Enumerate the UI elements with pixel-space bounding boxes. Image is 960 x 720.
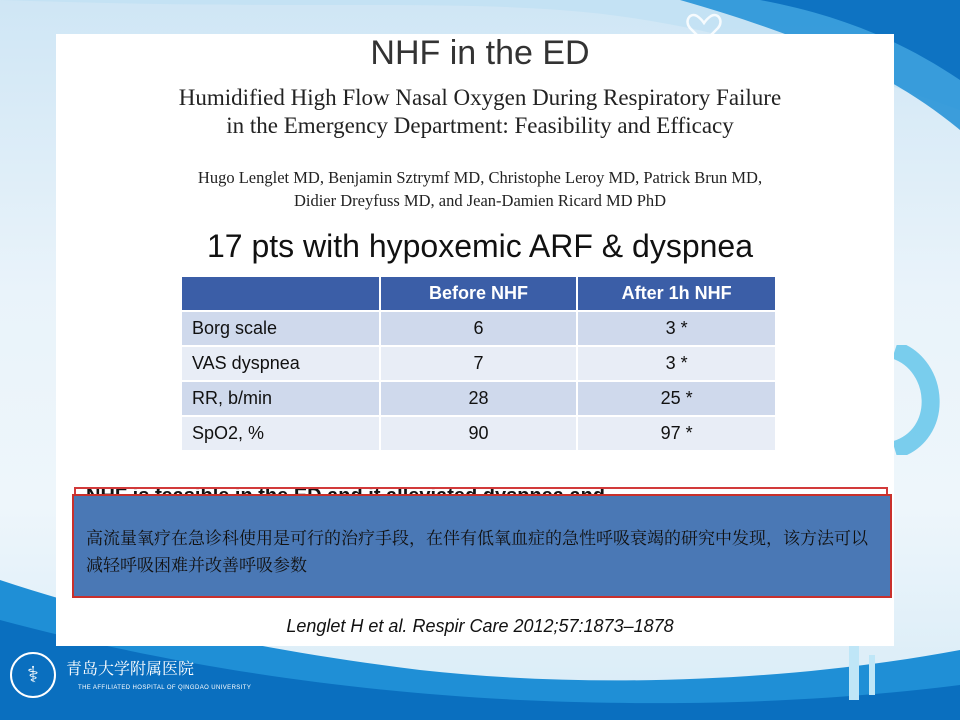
table-cell: 3 * bbox=[577, 311, 776, 346]
paper-title bbox=[60, 84, 900, 140]
paper-title-line-2: in the Emergency Department: Feasibility and Efficacy bbox=[226, 113, 734, 138]
table-cell: SpO2, % bbox=[182, 416, 380, 450]
table-row bbox=[182, 416, 776, 450]
hospital-name-en: THE AFFILIATED HOSPITAL OF QINGDAO UNIVERSITY bbox=[78, 685, 252, 691]
translation-text: 高流量氧疗在急诊科使用是可行的治疗手段，在伴有低氧血症的急性呼吸衰竭的研究中发现，该方法可以减轻呼吸困难并改善呼吸参数 bbox=[86, 529, 868, 576]
table-cell: 90 bbox=[380, 416, 578, 450]
paper-title-line-1: Humidified High Flow Nasal Oxygen During Respiratory Failure bbox=[178, 85, 782, 110]
table-row bbox=[182, 311, 776, 346]
caduceus-icon: ⚕ bbox=[10, 652, 56, 698]
citation: Lenglet H et al. Respir Care 2012;57:1873–1878 bbox=[286, 616, 674, 636]
table-cell: 25 * bbox=[577, 381, 776, 416]
right-arc-decoration bbox=[890, 345, 950, 455]
table-cell: 6 bbox=[380, 311, 578, 346]
table-cell: 28 bbox=[380, 381, 578, 416]
table-header-row bbox=[182, 277, 776, 311]
table-cell: 3 * bbox=[577, 346, 776, 381]
authors-line-2: Didier Dreyfuss MD, and Jean-Damien Ricard MD PhD bbox=[293, 191, 667, 210]
translation-overlay-box bbox=[72, 494, 892, 598]
table-cell: VAS dyspnea bbox=[182, 346, 380, 381]
results-table bbox=[182, 277, 777, 450]
table-header-cell bbox=[182, 277, 380, 311]
slide-title: NHF in the ED bbox=[370, 34, 590, 72]
hospital-name-cn: 青岛大学附属医院 bbox=[66, 659, 195, 678]
table-cell: 97 * bbox=[577, 416, 776, 450]
table-header-cell: Before NHF bbox=[380, 277, 578, 311]
bottom-right-stroke-decoration bbox=[846, 640, 886, 710]
table-cell: 7 bbox=[380, 346, 578, 381]
hospital-logo bbox=[10, 652, 252, 702]
table-row bbox=[182, 381, 776, 416]
table-cell: Borg scale bbox=[182, 311, 380, 346]
study-summary-heading: 17 pts with hypoxemic ARF & dyspnea bbox=[206, 228, 754, 264]
table-header-cell: After 1h NHF bbox=[577, 277, 776, 311]
paper-authors bbox=[60, 166, 900, 212]
table-row bbox=[182, 346, 776, 381]
authors-line-1: Hugo Lenglet MD, Benjamin Sztrymf MD, Christophe Leroy MD, Patrick Brun MD, bbox=[197, 168, 763, 187]
table-cell: RR, b/min bbox=[182, 381, 380, 416]
